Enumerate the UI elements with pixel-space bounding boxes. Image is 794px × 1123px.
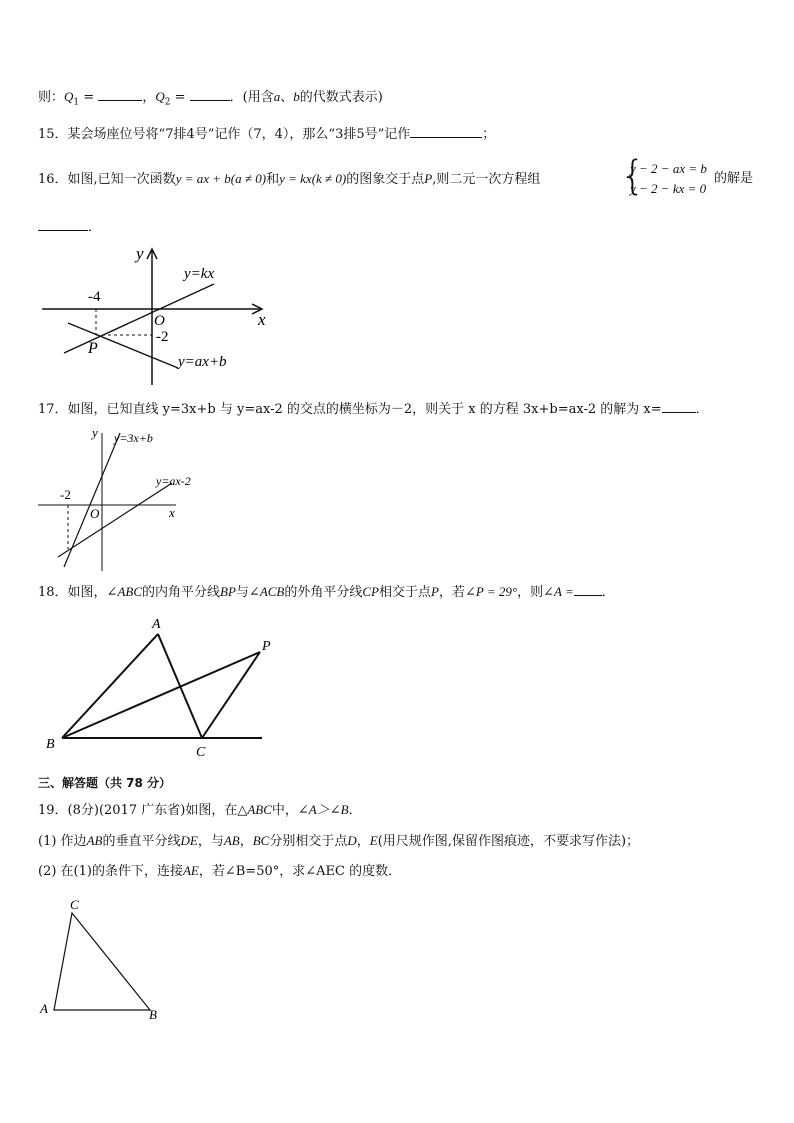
q19-comma: ， <box>239 834 253 849</box>
q18-BP: BP <box>220 584 236 599</box>
q19-head1: 19．(8分)(2017 广东省)如图，在 <box>38 803 238 818</box>
q14-mid: 、 <box>280 90 294 105</box>
q14-prefix: 则： <box>38 90 65 105</box>
q17-blank <box>662 400 696 413</box>
q1-symbol: Q <box>64 89 74 104</box>
q14-line <box>38 88 383 112</box>
equation-2: y − 2 − kx = 0 <box>630 181 707 196</box>
equation-system <box>620 153 720 200</box>
q18-blank <box>574 583 602 596</box>
equation-1: y − 2 − ax = b <box>630 161 707 176</box>
label-ax-b: y=ax+b <box>178 354 227 370</box>
y-label: y <box>136 245 144 263</box>
q18-angle-abc: ∠ABC <box>106 584 142 599</box>
q18-text7: ，则 <box>517 585 544 600</box>
q14-a: a <box>273 89 281 104</box>
q19-D: D <box>347 833 357 848</box>
q16-end: ． <box>88 220 102 235</box>
q18-condition: ∠P = 29° <box>465 584 518 599</box>
x-label: x <box>258 310 266 329</box>
q2-blank <box>190 88 230 101</box>
vertex-B: B <box>46 737 55 752</box>
q19-period: ． <box>348 803 362 818</box>
q15-line <box>38 125 495 144</box>
q16-text2: 的图象交于点 <box>346 172 425 187</box>
q19-BC: BC <box>252 833 270 848</box>
q18-text2: 的内角平分线 <box>142 585 221 600</box>
line-ax-2 <box>58 483 172 557</box>
origin-label: O <box>90 506 100 521</box>
figure-16 <box>38 245 278 390</box>
y-label: y <box>92 425 98 440</box>
q19-p1b: 的垂直平分线 <box>102 834 181 849</box>
q16-func1: y = ax + b <box>175 171 231 186</box>
q18-P: P <box>431 584 439 599</box>
q18-line <box>38 583 615 602</box>
label-kx: y=kx <box>184 266 215 282</box>
q18-end: ． <box>601 585 615 600</box>
q19-p2: (2) 在(1)的条件下，连接 <box>38 864 183 879</box>
figure-17 <box>36 425 216 575</box>
vertex-C: C <box>196 745 206 760</box>
q17-end: ． <box>695 402 709 417</box>
vertex-A: A <box>40 1001 48 1016</box>
q15-blank <box>410 125 482 138</box>
q19-AB: AB <box>86 833 103 848</box>
q18-answer-label: ∠A = <box>543 584 574 599</box>
q19-p1c: ，与 <box>197 834 224 849</box>
vertex-P: P <box>262 639 271 654</box>
q16-blank <box>38 218 88 231</box>
segment-BA <box>62 634 158 738</box>
q14-sep: ， <box>142 90 156 105</box>
q2-symbol: Q <box>155 89 165 104</box>
q16-func2: y = kx <box>279 171 312 186</box>
q19-AB2: AB <box>223 833 240 848</box>
label-3x-b: y=3x+b <box>114 431 153 445</box>
x-label: x <box>169 505 175 520</box>
q16-cond1: (a ≠ 0) <box>230 171 267 186</box>
q16-tail <box>714 170 753 188</box>
q18-text5: 相交于点 <box>379 585 432 600</box>
q19-condition: ∠A＞∠B <box>297 802 349 817</box>
q14-end: ．(用含 <box>229 90 274 105</box>
point-P: P <box>88 340 98 357</box>
q19-E: E <box>369 833 378 848</box>
q16-P: P <box>424 171 433 186</box>
q18-angle-acb: ∠ACB <box>248 584 285 599</box>
q19-head <box>38 801 362 820</box>
brace: { <box>620 153 646 199</box>
triangle-ABC <box>54 913 150 1010</box>
q16-text4: 的解是 <box>714 171 754 186</box>
q18-text4: 的外角平分线 <box>284 585 363 600</box>
q1-sub: 1 <box>73 97 80 108</box>
q14-eq1: = <box>79 90 99 105</box>
section3-title-text: 三、解答题（共 78 分） <box>38 776 172 790</box>
q14-tail: 的代数式表示) <box>299 90 383 105</box>
q17-text: 17．如图，已知直线 y=3x+b 与 y=ax-2 的交点的横坐标为－2，则关于 x 的方程 3x+b=ax-2 的解为 x= <box>38 402 662 417</box>
q14-b: b <box>293 89 300 104</box>
q19-AE: AE <box>182 863 199 878</box>
q18-CP: CP <box>362 584 380 599</box>
vertex-A: A <box>152 617 161 632</box>
q1-blank <box>98 88 142 101</box>
tick-neg2: -2 <box>60 487 71 502</box>
tick-neg2: -2 <box>156 329 169 345</box>
origin-label: O <box>154 313 165 329</box>
q19-p2b: ，若∠B=50°，求∠AEC 的度数． <box>198 864 402 879</box>
q19-p1e: (用尺规作图,保留作图痕迹，不要求写作法)； <box>377 834 640 849</box>
q18-text1: 18．如图， <box>38 585 107 600</box>
q17-line <box>38 400 709 419</box>
q18-text3: 与 <box>235 585 249 600</box>
q16-and: 和 <box>266 172 280 187</box>
q16-text1: 16．如图,已知一次函数 <box>38 172 176 187</box>
q19-p1: (1) 作边 <box>38 834 87 849</box>
vertex-B: B <box>149 1007 157 1022</box>
vertex-C: C <box>70 897 79 912</box>
q19-triangle: △ABC <box>237 802 272 817</box>
line-3x-b <box>64 433 120 567</box>
q16-cond2: (k ≠ 0) <box>311 171 347 186</box>
q19-head2: 中， <box>271 803 298 818</box>
q19-p1d: 分别相交于点 <box>269 834 348 849</box>
line-kx <box>64 284 214 353</box>
q19-part1 <box>38 832 639 851</box>
q14-eq2: = <box>170 90 190 105</box>
figure-18 <box>40 610 290 760</box>
q15-text: 15．某会场座位号将“7排4号”记作（7，4），那么“3排5号”记作 <box>38 127 411 142</box>
q16-line <box>38 170 540 189</box>
q16-answer-line <box>38 218 101 237</box>
q19-comma2: ， <box>356 834 370 849</box>
q19-DE: DE <box>180 833 198 848</box>
figure-19 <box>36 895 176 1025</box>
q19-part2 <box>38 862 401 881</box>
section3-title <box>38 774 171 792</box>
label-ax-2: y=ax-2 <box>156 474 191 488</box>
tick-neg4: -4 <box>88 289 101 305</box>
q18-text6: ，若 <box>438 585 465 600</box>
q16-text3: ,则二元一次方程组 <box>432 172 541 187</box>
q2-sub: 2 <box>164 97 171 108</box>
q15-end: ； <box>482 127 496 142</box>
